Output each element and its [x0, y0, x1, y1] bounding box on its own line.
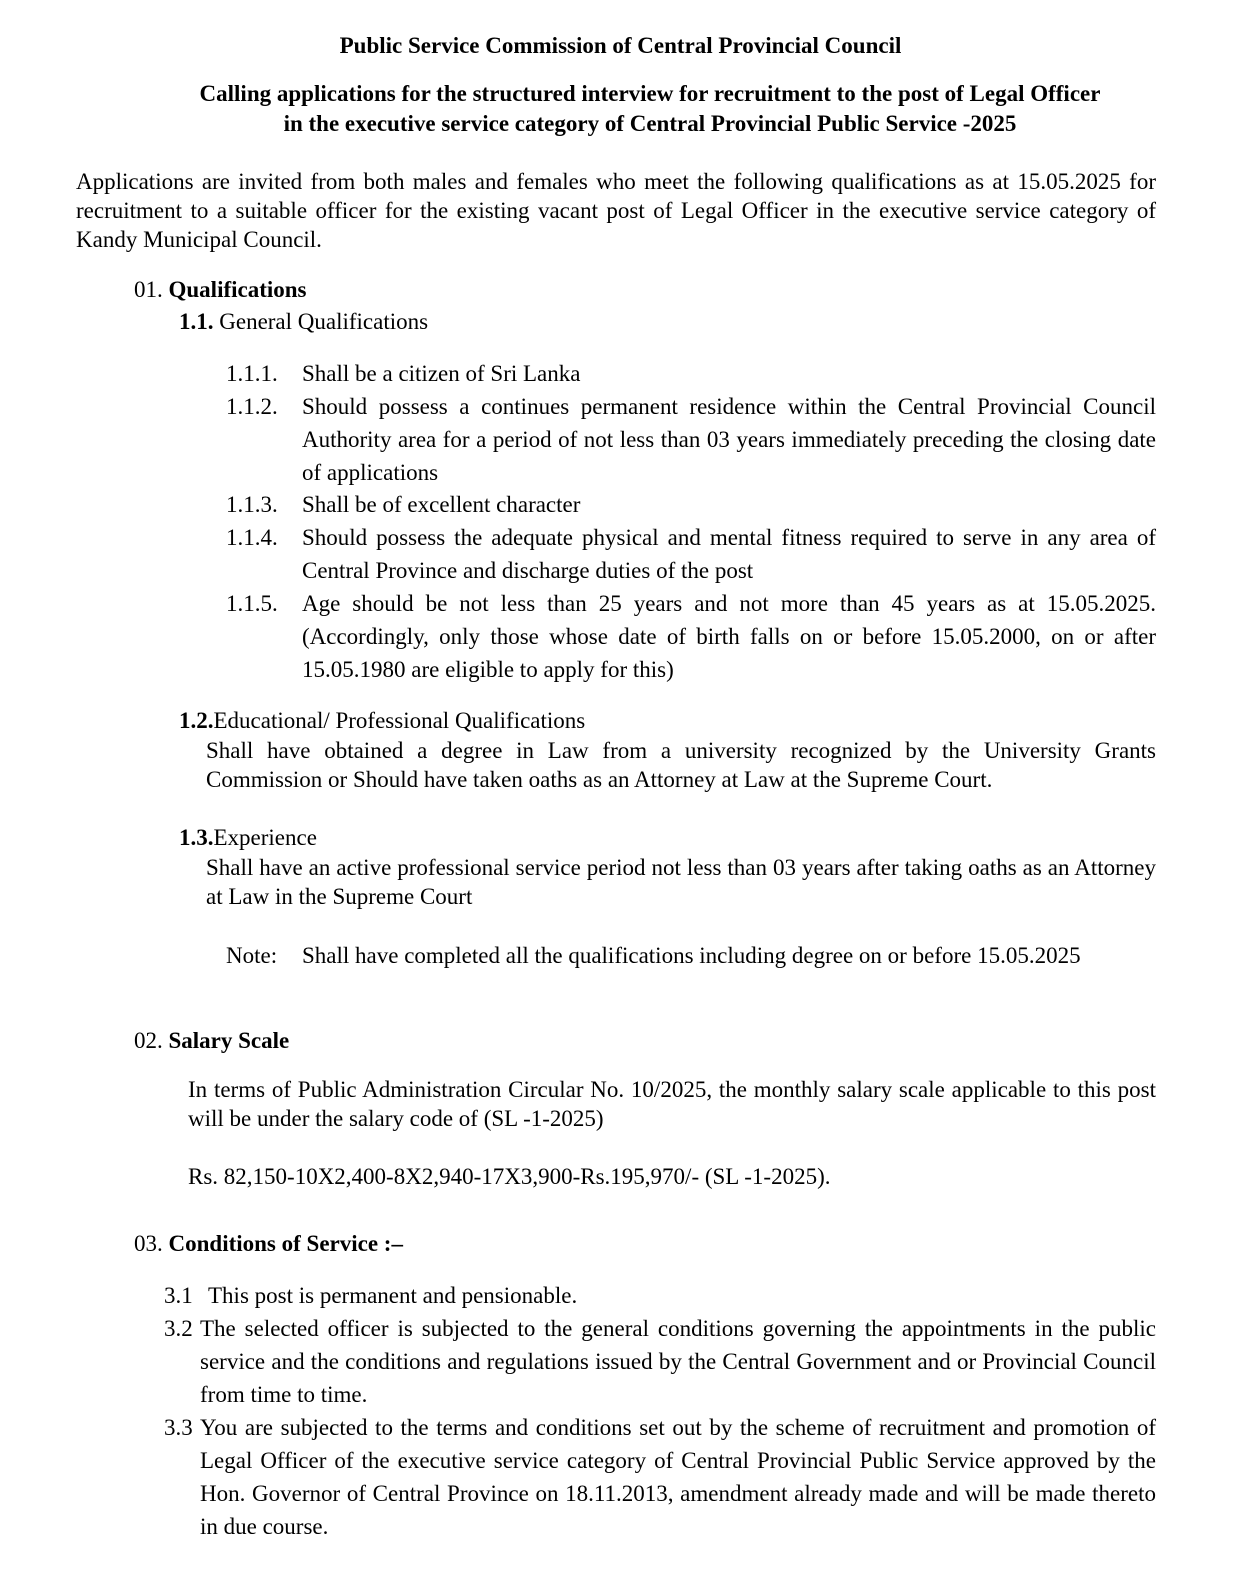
notice-title-line1: Calling applications for the structured interview for recruitment to the post of Legal Officer: [199, 81, 1101, 106]
list-item-text: Should possess a continues permanent residence within the Central Provincial Council Authority area for a period of not less than 03 years immediately preceding the closing date of applications: [302, 394, 1156, 485]
sub3-heading: [179, 821, 317, 854]
sub2-heading: [179, 704, 585, 737]
sub1-number: 1.1.: [179, 309, 214, 334]
salary-scale: Rs. 82,150-10X2,400-8X2,940-17X3,900-Rs.195,970/- (SL -1-2025).: [188, 1164, 831, 1189]
note-text: Shall have completed all the qualifications including degree on or before 15.05.2025: [302, 943, 1081, 968]
section2-text: In terms of Public Administration Circular No. 10/2025, the monthly salary scale applicable to this post will be under the salary code of (SL -1-2025): [188, 1077, 1156, 1131]
section2-title: Salary Scale: [168, 1028, 290, 1053]
list-item: [226, 488, 1156, 521]
condition-number: 3.1: [164, 1283, 193, 1308]
list-item-text: Shall be of excellent character: [302, 492, 581, 517]
section2-heading: [134, 1024, 289, 1057]
sub2-text: Shall have obtained a degree in Law from a university recognized by the University Grants Commission or Should have taken oaths as an Attorney at Law at the Supreme Court.: [206, 738, 1156, 792]
intro-paragraph: Applications are invited from both males and females who meet the following qualifications as at 15.05.2025 for recruitment to a suitable officer for the existing vacant post of Legal Officer in the executive service category of Kandy Municipal Council.: [76, 169, 1156, 252]
note-label: Note:: [226, 943, 278, 968]
section3-heading: [134, 1227, 403, 1260]
condition-item: [164, 1312, 1156, 1411]
sub3-title: Experience: [213, 825, 317, 850]
notice-title-line2: in the executive service category of Central Provincial Public Service -2025: [283, 111, 1017, 136]
sub1-heading: [179, 305, 428, 338]
list-item-text: Should possess the adequate physical and mental fitness required to serve in any area of Central Province and discharge duties of the post: [302, 525, 1156, 583]
list-item: [226, 587, 1156, 686]
list-item-text: Age should be not less than 25 years and not more than 45 years as at 15.05.2025. (Accordingly, only those whose date of birth falls on or before 15.05.2000, on or after 15.05.1980 are eligible to apply for this): [302, 591, 1156, 682]
sub1-title: General Qualifications: [219, 309, 429, 334]
list-item-number: 1.1.3.: [226, 492, 278, 517]
section1-heading: [134, 273, 307, 306]
sub3-number: 1.3.: [179, 825, 214, 850]
section3-title: Conditions of Service :–: [168, 1231, 403, 1256]
condition-item: [164, 1279, 1156, 1312]
list-item: [226, 390, 1156, 489]
commission-heading: Public Service Commission of Central Provincial Council: [339, 33, 902, 58]
condition-number: 3.2: [164, 1316, 193, 1341]
list-item-number: 1.1.5.: [226, 591, 278, 616]
sub3-text: Shall have an active professional service period not less than 03 years after taking oaths as an Attorney at Law in the Supreme Court: [206, 855, 1156, 909]
section1-title: Qualifications: [168, 277, 307, 302]
list-item-number: 1.1.2.: [226, 394, 278, 419]
list-item: [226, 357, 1156, 390]
note: [226, 939, 1156, 972]
section3-number: 03.: [134, 1231, 163, 1256]
list-item: [226, 521, 1156, 587]
condition-item: [164, 1411, 1156, 1543]
condition-text: This post is permanent and pensionable.: [208, 1283, 578, 1308]
section2-number: 02.: [134, 1028, 163, 1053]
condition-text: The selected officer is subjected to the general conditions governing the appointments in the public service and the conditions and regulations issued by the Central Government and or Provincial Council from time to time.: [200, 1316, 1156, 1407]
section1-number: 01.: [134, 277, 163, 302]
condition-number: 3.3: [164, 1415, 193, 1440]
list-item-text: Shall be a citizen of Sri Lanka: [302, 361, 581, 386]
sub2-number: 1.2.: [179, 708, 214, 733]
condition-text: You are subjected to the terms and conditions set out by the scheme of recruitment and promotion of Legal Officer of the executive service category of Central Provincial Public Service approved by the Hon. Governor of Central Province on 18.11.2013, amendment already made and will be made thereto in due course.: [200, 1415, 1156, 1539]
sub2-title: Educational/ Professional Qualifications: [213, 708, 586, 733]
list-item-number: 1.1.1.: [226, 361, 278, 386]
list-item-number: 1.1.4.: [226, 525, 278, 550]
